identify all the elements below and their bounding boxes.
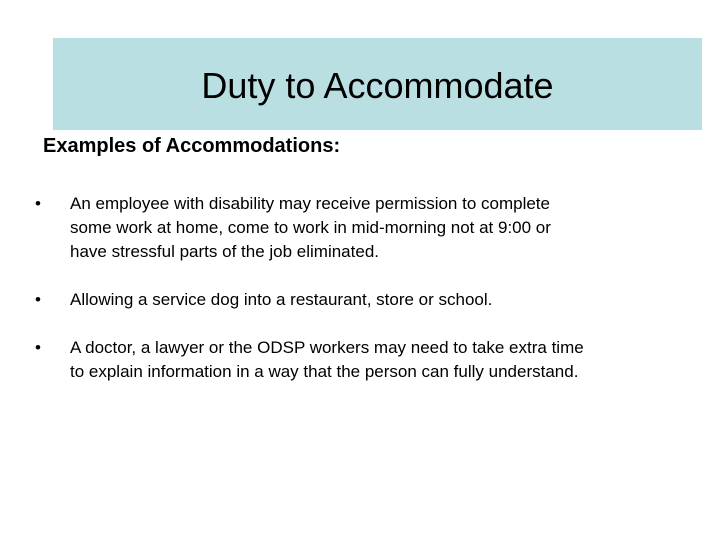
bullet-line: An employee with disability may receive permission to complete [70,194,550,213]
title-band [53,38,702,130]
slide-subheading: Examples of Accommodations: [43,135,341,157]
bullet-line: Allowing a service dog into a restaurant, store or school. [70,290,493,309]
bullet-line: to explain information in a way that the person can fully understand. [70,362,579,381]
bullet-icon: • [35,194,41,213]
bullet-line: have stressful parts of the job eliminated. [70,242,379,261]
bullet-item-3 [28,336,700,384]
bullet-line: some work at home, come to work in mid-morning not at 9:00 or [70,218,551,237]
bullet-icon: • [35,338,41,357]
bullet-item-1 [28,192,700,264]
bullet-icon: • [35,290,41,309]
bullet-item-2 [28,288,700,312]
bullet-list [28,192,700,408]
bullet-line: A doctor, a lawyer or the ODSP workers may need to take extra time [70,338,584,357]
slide-title: Duty to Accommodate [201,65,554,106]
